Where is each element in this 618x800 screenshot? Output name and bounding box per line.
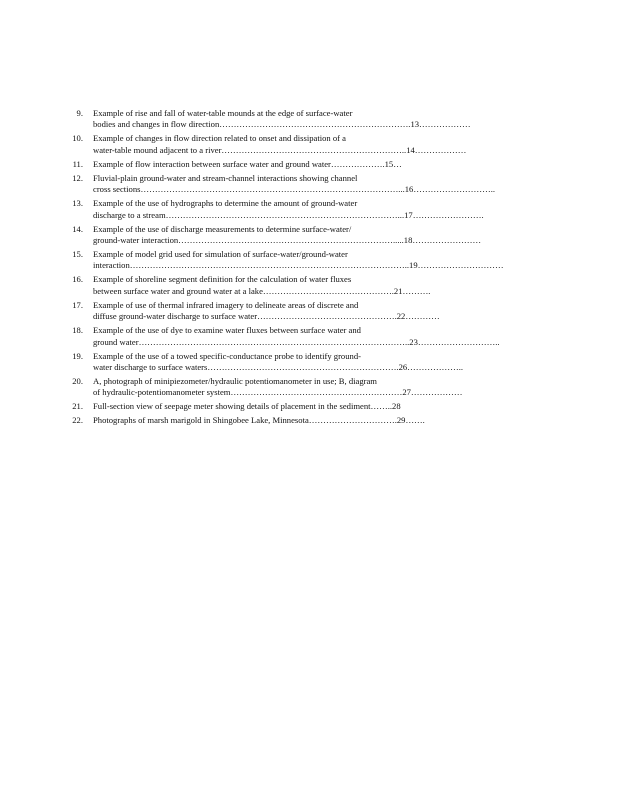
entry-line: Example of the use of discharge measurements to determine surface-water/ — [93, 223, 352, 234]
entry-number: 14. — [72, 223, 83, 234]
toc-entry-10 — [62, 133, 592, 156]
entry-line: Example of the use of dye to examine water fluxes between surface water and — [93, 325, 361, 336]
entry-number: 11. — [72, 158, 83, 169]
entry-line: Photographs of marsh marigold in Shingobee Lake, Minnesota………………………….29……. — [93, 415, 425, 426]
entry-line: bodies and changes in flow direction………………………………………………………….13……………… — [93, 119, 471, 130]
entry-number: 9. — [76, 108, 83, 118]
entry-number: 20. — [72, 376, 83, 387]
entry-text — [93, 198, 592, 221]
entry-line: ground water…………………………………………………………………………………..23……………………….. — [93, 336, 500, 347]
entry-line: Example of use of thermal infrared imagery to delineate areas of discrete and — [93, 299, 359, 310]
entry-text — [93, 401, 592, 412]
entry-line: Example of changes in flow direction related to onset and dissipation of a — [93, 133, 346, 144]
entry-text — [93, 325, 592, 348]
entry-number: 22. — [72, 415, 83, 426]
entry-number: 19. — [72, 350, 83, 361]
entry-line: Example of the use of a towed specific-conductance probe to identify ground- — [93, 350, 361, 361]
entry-line: interaction……………………………………………………………………………………..19………………………… — [93, 260, 504, 271]
toc-entry-16 — [62, 274, 592, 297]
entry-line: Example of the use of hydrographs to determine the amount of ground-water — [93, 198, 358, 209]
toc-entry-14 — [62, 224, 592, 247]
entry-text — [93, 274, 592, 297]
entry-line: Fluvial-plain ground-water and stream-channel interactions showing channel — [93, 172, 358, 183]
entry-line: Example of flow interaction between surface water and ground water……………….15… — [93, 158, 402, 169]
entry-text — [93, 300, 592, 323]
entry-line: water-table mound adjacent to a river………………………………………………………..14……………… — [93, 144, 467, 155]
entry-text — [93, 376, 592, 399]
entry-line: A, photograph of minipiezometer/hydraulic potentiomanometer in use; B, diagram — [93, 376, 377, 387]
entry-text — [93, 159, 592, 170]
entry-line: water discharge to surface waters………………………………………………………….26……………….. — [93, 362, 464, 373]
entry-text — [93, 133, 592, 156]
toc-entry-18 — [62, 325, 592, 348]
entry-number: 12. — [72, 172, 83, 183]
entry-number: 18. — [72, 325, 83, 336]
entry-line: Example of shoreline segment definition for the calculation of water fluxes — [93, 274, 352, 285]
entry-number: 16. — [72, 274, 83, 285]
entry-line: Example of rise and fall of water-table mounds at the edge of surface-water — [93, 108, 353, 118]
entry-line: Full-section view of seepage meter showing details of placement in the sediment……..28 — [93, 401, 401, 412]
entry-number: 10. — [72, 133, 83, 144]
toc-entry-13 — [62, 198, 592, 221]
entry-line: of hydraulic-potentiomanometer system……………………………………………………27……………… — [93, 387, 463, 398]
toc-entry-9 — [62, 108, 592, 131]
toc-entry-20 — [62, 376, 592, 399]
entry-number: 17. — [72, 299, 83, 310]
entry-number: 21. — [72, 401, 83, 412]
toc-entry-11 — [62, 159, 592, 170]
entry-line: ground-water interaction………………………………………………………………….....18…………………… — [93, 235, 482, 246]
entry-number: 15. — [72, 249, 83, 260]
entry-text — [93, 224, 592, 247]
entry-text — [93, 249, 592, 272]
toc-entry-12 — [62, 173, 592, 196]
entry-line: diffuse ground-water discharge to surface water………………………………………….22………… — [93, 311, 440, 322]
entry-number: 13. — [72, 198, 83, 209]
entry-text — [93, 351, 592, 374]
entry-line: Example of model grid used for simulation of surface-water/ground-water — [93, 249, 348, 260]
entry-text — [93, 108, 592, 131]
toc-entry-22 — [62, 415, 592, 426]
entry-text — [93, 173, 592, 196]
entry-line: between surface water and ground water at a lake……………………………………….21………. — [93, 285, 431, 296]
toc-entry-15 — [62, 249, 592, 272]
entry-line: cross sections………………………………………………………………………………...16……………………….. — [93, 184, 495, 195]
list-of-figures — [62, 108, 592, 429]
toc-entry-19 — [62, 351, 592, 374]
toc-entry-21 — [62, 401, 592, 412]
entry-text — [93, 415, 592, 426]
entry-line: discharge to a stream………………………………………………………………………...17……………………. — [93, 209, 484, 220]
toc-entry-17 — [62, 300, 592, 323]
